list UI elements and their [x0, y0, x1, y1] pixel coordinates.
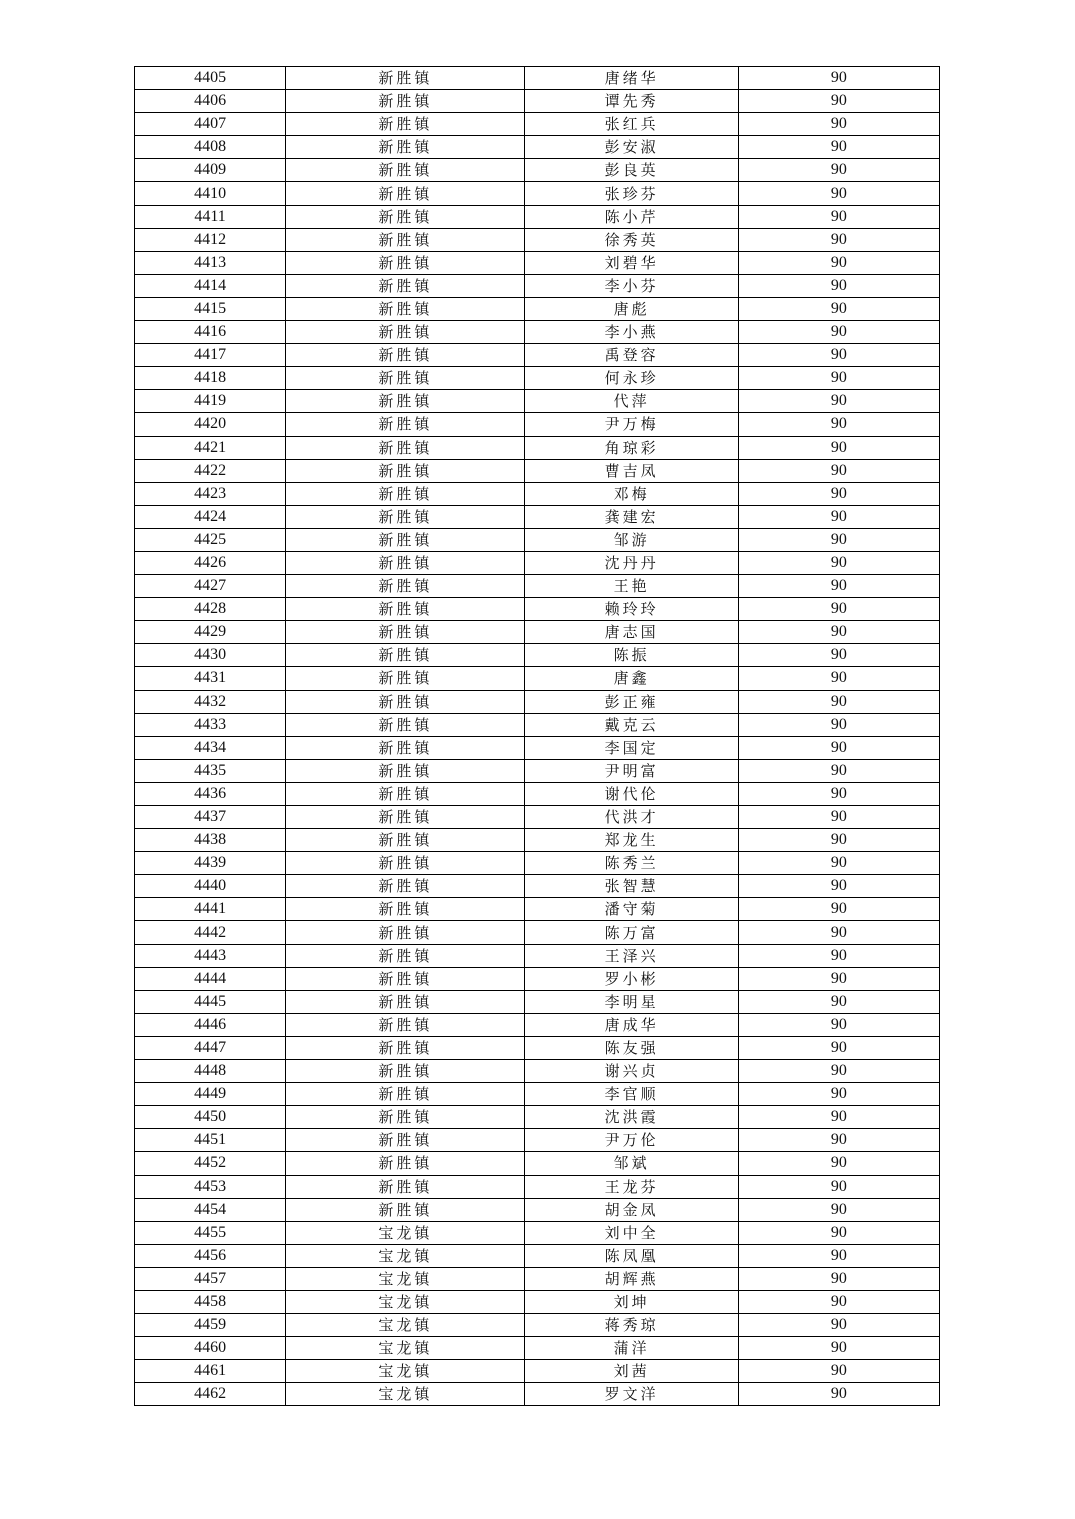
row-number-cell: 4454 — [135, 1198, 286, 1221]
row-number-cell: 4408 — [135, 136, 286, 159]
score-cell: 90 — [738, 759, 939, 782]
row-number-cell: 4407 — [135, 113, 286, 136]
score-cell: 90 — [738, 413, 939, 436]
score-cell: 90 — [738, 667, 939, 690]
row-number-cell: 4461 — [135, 1360, 286, 1383]
score-cell: 90 — [738, 782, 939, 805]
person-name-cell: 陈友强 — [525, 1036, 738, 1059]
score-cell: 90 — [738, 551, 939, 574]
town-cell: 新胜镇 — [286, 390, 525, 413]
score-cell: 90 — [738, 90, 939, 113]
town-cell: 新胜镇 — [286, 967, 525, 990]
town-cell: 新胜镇 — [286, 182, 525, 205]
person-name-cell: 陈小芹 — [525, 205, 738, 228]
row-number-cell: 4449 — [135, 1083, 286, 1106]
score-cell: 90 — [738, 182, 939, 205]
person-name-cell: 张珍芬 — [525, 182, 738, 205]
town-cell: 新胜镇 — [286, 875, 525, 898]
score-cell: 90 — [738, 1221, 939, 1244]
town-cell: 新胜镇 — [286, 528, 525, 551]
row-number-cell: 4444 — [135, 967, 286, 990]
person-name-cell: 罗小彬 — [525, 967, 738, 990]
person-name-cell: 尹万伦 — [525, 1129, 738, 1152]
person-name-cell: 李国定 — [525, 736, 738, 759]
score-cell: 90 — [738, 690, 939, 713]
person-name-cell: 陈万富 — [525, 921, 738, 944]
person-name-cell: 张智慧 — [525, 875, 738, 898]
table-row — [135, 182, 940, 205]
row-number-cell: 4450 — [135, 1106, 286, 1129]
town-cell: 新胜镇 — [286, 551, 525, 574]
table-row — [135, 875, 940, 898]
table-row — [135, 1060, 940, 1083]
town-cell: 新胜镇 — [286, 1083, 525, 1106]
person-name-cell: 邓梅 — [525, 482, 738, 505]
town-cell: 新胜镇 — [286, 459, 525, 482]
town-cell: 新胜镇 — [286, 1198, 525, 1221]
person-name-cell: 刘坤 — [525, 1290, 738, 1313]
row-number-cell: 4413 — [135, 251, 286, 274]
score-cell: 90 — [738, 1013, 939, 1036]
person-name-cell: 何永珍 — [525, 367, 738, 390]
table-row — [135, 1175, 940, 1198]
row-number-cell: 4440 — [135, 875, 286, 898]
score-cell: 90 — [738, 1360, 939, 1383]
table-row — [135, 1244, 940, 1267]
row-number-cell: 4446 — [135, 1013, 286, 1036]
score-cell: 90 — [738, 1036, 939, 1059]
row-number-cell: 4432 — [135, 690, 286, 713]
table-row — [135, 1314, 940, 1337]
person-name-cell: 王艳 — [525, 575, 738, 598]
score-cell: 90 — [738, 67, 939, 90]
score-cell: 90 — [738, 528, 939, 551]
person-name-cell: 王龙芬 — [525, 1175, 738, 1198]
table-row — [135, 1360, 940, 1383]
town-cell: 新胜镇 — [286, 621, 525, 644]
row-number-cell: 4458 — [135, 1290, 286, 1313]
person-name-cell: 蒋秀琼 — [525, 1314, 738, 1337]
town-cell: 新胜镇 — [286, 251, 525, 274]
row-number-cell: 4406 — [135, 90, 286, 113]
person-name-cell: 唐志国 — [525, 621, 738, 644]
score-cell: 90 — [738, 898, 939, 921]
score-cell: 90 — [738, 274, 939, 297]
score-cell: 90 — [738, 367, 939, 390]
town-cell: 新胜镇 — [286, 344, 525, 367]
row-number-cell: 4445 — [135, 990, 286, 1013]
person-name-cell: 禹登容 — [525, 344, 738, 367]
row-number-cell: 4417 — [135, 344, 286, 367]
table-row — [135, 782, 940, 805]
table-row — [135, 921, 940, 944]
person-name-cell: 胡金凤 — [525, 1198, 738, 1221]
person-name-cell: 唐彪 — [525, 297, 738, 320]
row-number-cell: 4442 — [135, 921, 286, 944]
person-name-cell: 张红兵 — [525, 113, 738, 136]
town-cell: 新胜镇 — [286, 228, 525, 251]
town-cell: 新胜镇 — [286, 898, 525, 921]
table-row — [135, 1267, 940, 1290]
person-name-cell: 谢代伦 — [525, 782, 738, 805]
score-cell: 90 — [738, 1198, 939, 1221]
town-cell: 新胜镇 — [286, 713, 525, 736]
table-row — [135, 528, 940, 551]
row-number-cell: 4410 — [135, 182, 286, 205]
person-name-cell: 李小芬 — [525, 274, 738, 297]
score-cell: 90 — [738, 1106, 939, 1129]
score-cell: 90 — [738, 344, 939, 367]
score-cell: 90 — [738, 1060, 939, 1083]
row-number-cell: 4436 — [135, 782, 286, 805]
table-row — [135, 1106, 940, 1129]
score-cell: 90 — [738, 159, 939, 182]
person-name-cell: 刘中全 — [525, 1221, 738, 1244]
table-row — [135, 67, 940, 90]
row-number-cell: 4435 — [135, 759, 286, 782]
table-row — [135, 1198, 940, 1221]
town-cell: 宝龙镇 — [286, 1383, 525, 1406]
score-cell: 90 — [738, 621, 939, 644]
row-number-cell: 4456 — [135, 1244, 286, 1267]
person-name-cell: 代洪才 — [525, 806, 738, 829]
row-number-cell: 4443 — [135, 944, 286, 967]
town-cell: 新胜镇 — [286, 806, 525, 829]
row-number-cell: 4447 — [135, 1036, 286, 1059]
table-row — [135, 505, 940, 528]
table-row — [135, 806, 940, 829]
table-row — [135, 459, 940, 482]
person-name-cell: 唐绪华 — [525, 67, 738, 90]
score-cell: 90 — [738, 1314, 939, 1337]
town-cell: 新胜镇 — [286, 1129, 525, 1152]
row-number-cell: 4422 — [135, 459, 286, 482]
town-cell: 新胜镇 — [286, 505, 525, 528]
score-cell: 90 — [738, 921, 939, 944]
town-cell: 新胜镇 — [286, 690, 525, 713]
row-number-cell: 4428 — [135, 598, 286, 621]
row-number-cell: 4425 — [135, 528, 286, 551]
town-cell: 新胜镇 — [286, 990, 525, 1013]
score-cell: 90 — [738, 136, 939, 159]
town-cell: 宝龙镇 — [286, 1314, 525, 1337]
table-row — [135, 1337, 940, 1360]
person-name-cell: 尹万梅 — [525, 413, 738, 436]
town-cell: 新胜镇 — [286, 413, 525, 436]
score-cell: 90 — [738, 990, 939, 1013]
person-name-cell: 尹明富 — [525, 759, 738, 782]
table-row — [135, 228, 940, 251]
town-cell: 新胜镇 — [286, 736, 525, 759]
town-cell: 新胜镇 — [286, 759, 525, 782]
person-name-cell: 李官顺 — [525, 1083, 738, 1106]
person-name-cell: 李明星 — [525, 990, 738, 1013]
person-name-cell: 刘茜 — [525, 1360, 738, 1383]
table-row — [135, 598, 940, 621]
town-cell: 新胜镇 — [286, 321, 525, 344]
town-cell: 宝龙镇 — [286, 1244, 525, 1267]
town-cell: 新胜镇 — [286, 644, 525, 667]
table-row — [135, 90, 940, 113]
person-name-cell: 陈秀兰 — [525, 852, 738, 875]
person-name-cell: 邹斌 — [525, 1152, 738, 1175]
table-row — [135, 413, 940, 436]
town-cell: 新胜镇 — [286, 482, 525, 505]
row-number-cell: 4423 — [135, 482, 286, 505]
table-row — [135, 297, 940, 320]
score-cell: 90 — [738, 1083, 939, 1106]
row-number-cell: 4437 — [135, 806, 286, 829]
row-number-cell: 4433 — [135, 713, 286, 736]
row-number-cell: 4451 — [135, 1129, 286, 1152]
table-row — [135, 1383, 940, 1406]
person-name-cell: 潘守菊 — [525, 898, 738, 921]
person-name-cell: 彭良英 — [525, 159, 738, 182]
table-row — [135, 436, 940, 459]
table-row — [135, 551, 940, 574]
table-row — [135, 898, 940, 921]
score-cell: 90 — [738, 713, 939, 736]
table-row — [135, 759, 940, 782]
score-cell: 90 — [738, 1337, 939, 1360]
row-number-cell: 4429 — [135, 621, 286, 644]
person-name-cell: 邹游 — [525, 528, 738, 551]
person-name-cell: 赖玲玲 — [525, 598, 738, 621]
row-number-cell: 4452 — [135, 1152, 286, 1175]
score-cell: 90 — [738, 1175, 939, 1198]
person-name-cell: 沈洪霞 — [525, 1106, 738, 1129]
row-number-cell: 4414 — [135, 274, 286, 297]
table-row — [135, 482, 940, 505]
table-row — [135, 136, 940, 159]
table-row — [135, 367, 940, 390]
score-cell: 90 — [738, 505, 939, 528]
row-number-cell: 4411 — [135, 205, 286, 228]
town-cell: 新胜镇 — [286, 136, 525, 159]
table-row — [135, 1036, 940, 1059]
town-cell: 宝龙镇 — [286, 1337, 525, 1360]
table-row — [135, 667, 940, 690]
score-cell: 90 — [738, 321, 939, 344]
table-row — [135, 967, 940, 990]
table-row — [135, 690, 940, 713]
table-row — [135, 1129, 940, 1152]
row-number-cell: 4460 — [135, 1337, 286, 1360]
person-name-cell: 刘碧华 — [525, 251, 738, 274]
town-cell: 新胜镇 — [286, 1060, 525, 1083]
row-number-cell: 4424 — [135, 505, 286, 528]
table-row — [135, 713, 940, 736]
person-name-cell: 王泽兴 — [525, 944, 738, 967]
town-cell: 新胜镇 — [286, 367, 525, 390]
row-number-cell: 4420 — [135, 413, 286, 436]
score-cell: 90 — [738, 113, 939, 136]
score-cell: 90 — [738, 575, 939, 598]
person-name-cell: 谢兴贞 — [525, 1060, 738, 1083]
row-number-cell: 4409 — [135, 159, 286, 182]
row-number-cell: 4415 — [135, 297, 286, 320]
town-cell: 宝龙镇 — [286, 1360, 525, 1383]
person-name-cell: 陈凤凰 — [525, 1244, 738, 1267]
person-name-cell: 沈丹丹 — [525, 551, 738, 574]
town-cell: 宝龙镇 — [286, 1290, 525, 1313]
person-name-cell: 彭安淑 — [525, 136, 738, 159]
score-cell: 90 — [738, 829, 939, 852]
row-number-cell: 4453 — [135, 1175, 286, 1198]
row-number-cell: 4416 — [135, 321, 286, 344]
score-cell: 90 — [738, 228, 939, 251]
score-cell: 90 — [738, 944, 939, 967]
town-cell: 新胜镇 — [286, 113, 525, 136]
person-name-cell: 戴克云 — [525, 713, 738, 736]
row-number-cell: 4441 — [135, 898, 286, 921]
table-body — [135, 67, 940, 1406]
table-row — [135, 113, 940, 136]
table-row — [135, 736, 940, 759]
town-cell: 新胜镇 — [286, 436, 525, 459]
table-row — [135, 644, 940, 667]
town-cell: 新胜镇 — [286, 1036, 525, 1059]
town-cell: 新胜镇 — [286, 67, 525, 90]
table-row — [135, 1152, 940, 1175]
score-cell: 90 — [738, 297, 939, 320]
town-cell: 宝龙镇 — [286, 1267, 525, 1290]
row-number-cell: 4426 — [135, 551, 286, 574]
person-name-cell: 李小燕 — [525, 321, 738, 344]
score-cell: 90 — [738, 251, 939, 274]
score-cell: 90 — [738, 806, 939, 829]
score-cell: 90 — [738, 736, 939, 759]
score-cell: 90 — [738, 390, 939, 413]
table-row — [135, 344, 940, 367]
table-row — [135, 944, 940, 967]
row-number-cell: 4418 — [135, 367, 286, 390]
data-table — [134, 66, 940, 1406]
row-number-cell: 4439 — [135, 852, 286, 875]
town-cell: 新胜镇 — [286, 159, 525, 182]
town-cell: 新胜镇 — [286, 1152, 525, 1175]
row-number-cell: 4430 — [135, 644, 286, 667]
table-row — [135, 251, 940, 274]
person-name-cell: 蒲洋 — [525, 1337, 738, 1360]
person-name-cell: 代萍 — [525, 390, 738, 413]
score-cell: 90 — [738, 1152, 939, 1175]
score-cell: 90 — [738, 436, 939, 459]
person-name-cell: 唐成华 — [525, 1013, 738, 1036]
table-row — [135, 159, 940, 182]
row-number-cell: 4457 — [135, 1267, 286, 1290]
person-name-cell: 陈振 — [525, 644, 738, 667]
town-cell: 新胜镇 — [286, 667, 525, 690]
town-cell: 新胜镇 — [286, 90, 525, 113]
town-cell: 新胜镇 — [286, 274, 525, 297]
table-row — [135, 274, 940, 297]
person-name-cell: 罗文洋 — [525, 1383, 738, 1406]
score-cell: 90 — [738, 644, 939, 667]
row-number-cell: 4459 — [135, 1314, 286, 1337]
person-name-cell: 彭正雍 — [525, 690, 738, 713]
score-cell: 90 — [738, 482, 939, 505]
score-cell: 90 — [738, 967, 939, 990]
person-name-cell: 龚建宏 — [525, 505, 738, 528]
score-cell: 90 — [738, 1244, 939, 1267]
table-row — [135, 205, 940, 228]
score-cell: 90 — [738, 1290, 939, 1313]
town-cell: 新胜镇 — [286, 297, 525, 320]
row-number-cell: 4431 — [135, 667, 286, 690]
person-name-cell: 唐鑫 — [525, 667, 738, 690]
row-number-cell: 4438 — [135, 829, 286, 852]
table-row — [135, 1013, 940, 1036]
town-cell: 新胜镇 — [286, 598, 525, 621]
town-cell: 新胜镇 — [286, 1106, 525, 1129]
row-number-cell: 4419 — [135, 390, 286, 413]
row-number-cell: 4421 — [135, 436, 286, 459]
table-row — [135, 1221, 940, 1244]
row-number-cell: 4455 — [135, 1221, 286, 1244]
town-cell: 新胜镇 — [286, 1175, 525, 1198]
row-number-cell: 4448 — [135, 1060, 286, 1083]
person-name-cell: 徐秀英 — [525, 228, 738, 251]
row-number-cell: 4412 — [135, 228, 286, 251]
score-cell: 90 — [738, 205, 939, 228]
score-cell: 90 — [738, 875, 939, 898]
table-row — [135, 1290, 940, 1313]
person-name-cell: 曹吉凤 — [525, 459, 738, 482]
town-cell: 新胜镇 — [286, 1013, 525, 1036]
table-row — [135, 829, 940, 852]
score-cell: 90 — [738, 1383, 939, 1406]
table-row — [135, 1083, 940, 1106]
town-cell: 新胜镇 — [286, 852, 525, 875]
person-name-cell: 胡辉燕 — [525, 1267, 738, 1290]
person-name-cell: 角琼彩 — [525, 436, 738, 459]
row-number-cell: 4405 — [135, 67, 286, 90]
table-row — [135, 575, 940, 598]
score-cell: 90 — [738, 1129, 939, 1152]
score-cell: 90 — [738, 459, 939, 482]
table-row — [135, 990, 940, 1013]
table-row — [135, 390, 940, 413]
town-cell: 新胜镇 — [286, 944, 525, 967]
person-name-cell: 谭先秀 — [525, 90, 738, 113]
score-cell: 90 — [738, 852, 939, 875]
row-number-cell: 4462 — [135, 1383, 286, 1406]
town-cell: 新胜镇 — [286, 205, 525, 228]
table-row — [135, 621, 940, 644]
town-cell: 新胜镇 — [286, 921, 525, 944]
town-cell: 新胜镇 — [286, 782, 525, 805]
town-cell: 新胜镇 — [286, 829, 525, 852]
score-cell: 90 — [738, 1267, 939, 1290]
town-cell: 宝龙镇 — [286, 1221, 525, 1244]
town-cell: 新胜镇 — [286, 575, 525, 598]
person-name-cell: 郑龙生 — [525, 829, 738, 852]
score-cell: 90 — [738, 598, 939, 621]
row-number-cell: 4434 — [135, 736, 286, 759]
row-number-cell: 4427 — [135, 575, 286, 598]
table-row — [135, 321, 940, 344]
table-row — [135, 852, 940, 875]
